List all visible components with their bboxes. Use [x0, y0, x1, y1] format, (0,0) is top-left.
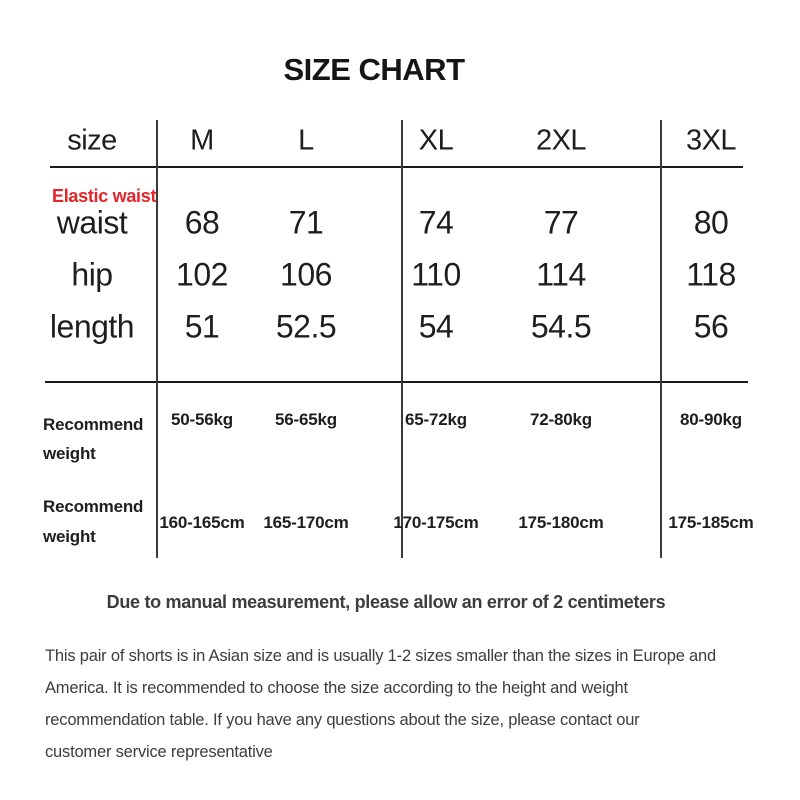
size-header-m: M: [190, 124, 214, 157]
measurement-error-note: Due to manual measurement, please allow an error of 2 centimeters: [106, 592, 666, 612]
height-value-xl: 170-175cm: [393, 513, 479, 532]
column-divider-2: [401, 120, 403, 558]
waist-value-l: 71: [288, 204, 324, 241]
waist-value-3xl: 80: [693, 204, 729, 241]
length-value-2xl: 54.5: [530, 308, 592, 345]
hip-value-3xl: 118: [686, 256, 736, 293]
weight-value-m: 50-56kg: [171, 410, 233, 429]
elastic-waist-note: Elastic waist: [52, 186, 157, 206]
hip-value-2xl: 114: [536, 256, 586, 293]
sizing-disclaimer-line: This pair of shorts is in Asian size and is usually 1-2 sizes smaller than the sizes in Europe and: [45, 647, 716, 665]
size-header-3xl: 3XL: [685, 124, 737, 157]
row-label-hip: hip: [71, 256, 113, 293]
column-divider-1: [156, 120, 158, 558]
sizing-disclaimer-line: America. It is recommended to choose the size according to the height and weight: [45, 679, 628, 697]
row-label-waist: waist: [56, 204, 128, 241]
height-value-2xl: 175-180cm: [518, 513, 604, 532]
weight-value-l: 56-65kg: [275, 410, 337, 429]
height-value-l: 165-170cm: [263, 513, 349, 532]
waist-value-m: 68: [184, 204, 220, 241]
weight-value-2xl: 72-80kg: [530, 410, 592, 429]
sizing-disclaimer: [45, 640, 716, 768]
table-corner-label: size: [67, 124, 117, 157]
weight-value-3xl: 80-90kg: [680, 410, 742, 429]
hip-value-xl: 110: [411, 256, 461, 293]
recommend-height-label-line1: Recommend: [43, 497, 144, 516]
size-header-l: L: [298, 124, 314, 157]
hip-value-l: 106: [280, 256, 332, 293]
column-divider-3: [660, 120, 662, 558]
length-value-3xl: 56: [693, 308, 729, 345]
recommend-weight-label: [43, 410, 143, 468]
height-value-m: 160-165cm: [159, 513, 245, 532]
recommend-height-label-line2: weight: [43, 527, 96, 546]
hip-value-m: 102: [176, 256, 228, 293]
length-value-l: 52.5: [275, 308, 337, 345]
recommend-height-label: [43, 492, 143, 552]
waist-value-2xl: 77: [543, 204, 579, 241]
length-value-xl: 54: [418, 308, 454, 345]
recommend-weight-label-line1: Recommend: [43, 415, 144, 434]
sizing-disclaimer-line: recommendation table. If you have any questions about the size, please contact our: [45, 711, 640, 729]
waist-value-xl: 74: [418, 204, 454, 241]
page-title: SIZE CHART: [283, 52, 465, 87]
row-label-length: length: [49, 308, 135, 345]
recommend-weight-label-line2: weight: [43, 444, 96, 463]
weight-value-xl: 65-72kg: [405, 410, 467, 429]
sizing-disclaimer-line: customer service representative: [45, 743, 273, 761]
header-divider-line: [50, 166, 743, 168]
body-divider-line: [45, 381, 748, 383]
height-value-3xl: 175-185cm: [668, 513, 754, 532]
size-header-2xl: 2XL: [535, 124, 587, 157]
size-header-xl: XL: [418, 124, 454, 157]
length-value-m: 51: [184, 308, 220, 345]
